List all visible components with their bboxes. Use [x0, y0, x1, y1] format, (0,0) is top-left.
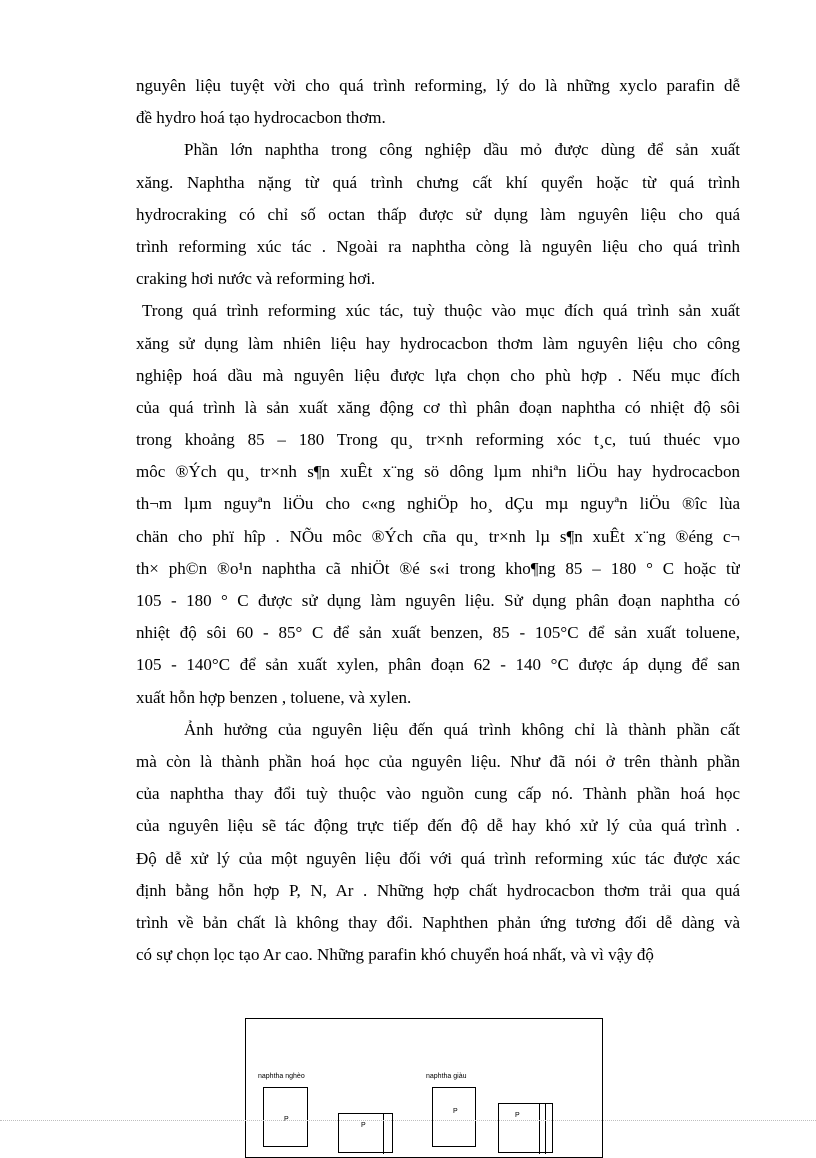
text-line: trình reforming xúc tác . Ngoài ra naphtha còng là nguyên liệu cho quá trình — [136, 236, 740, 256]
text-line: đề hydro hoá tạo hydrocacbon thơm. — [136, 108, 386, 128]
figure-bar-lean-2 — [338, 1113, 393, 1153]
figure-bar-rich — [432, 1087, 476, 1147]
text-line: xăng. Naphtha nặng từ quá trình chưng cất khí quyển hoặc từ quá trình — [136, 172, 740, 192]
text-line: Trong quá trình reforming xúc tác, tuỳ thuộc vào mục đích quá trình sản xuất — [142, 301, 740, 321]
composition-figure — [245, 1018, 603, 1158]
text-line: 105 - 180 ° C được sử dụng làm nguyên liệu. Sử dụng phân đoạn naphtha có — [136, 591, 740, 610]
text-line: Phần lớn naphtha trong công nghiệp dầu mỏ được dùng để sản xuất — [184, 140, 740, 160]
figure-bar-lean-label: P — [284, 1116, 289, 1123]
text-line: mà còn là thành phần hoá học của nguyên liệu. Như đã nói ở trên thành phần — [136, 751, 740, 771]
figure-bar-rich-2 — [498, 1103, 553, 1153]
text-line: th¬m lµm nguyªn liÖu cho c«ng nghiÖp ho¸ dÇu mµ nguyªn liÖu ®îc lùa — [136, 494, 740, 514]
text-line: môc ®Ých qu¸ tr×nh s¶n xuÊt x¨ng sö dông lµm nhiªn liÖu hay hydrocacbon — [136, 462, 740, 482]
page-edge-divider — [0, 1120, 816, 1121]
figure-bar-lean-2-label: P — [361, 1122, 366, 1129]
text-line: chän cho phï hîp . NÕu môc ®Ých cña qu¸ tr×nh lµ s¶n xuÊt x¨ng ®éng c¬ — [136, 526, 740, 546]
text-line: th× ph©n ®o¹n naphtha cã nhiÖt ®é s«i trong kho¶ng 85 – 180 ° C hoặc từ — [136, 558, 740, 578]
text-line: Độ dễ xử lý của một nguyên liệu đối với quá trình reforming xúc tác được xác — [136, 848, 740, 868]
figure-bar-lean — [263, 1087, 308, 1147]
text-line: nhiệt độ sôi 60 - 85° C để sản xuất benzen, 85 - 105°C để sản xuất toluene, — [136, 623, 740, 643]
text-line: craking hơi nước và reforming hơi. — [136, 269, 376, 289]
text-line: trong khoảng 85 – 180 Trong qu¸ tr×nh reforming xóc t¸c, tuú thuéc vµo — [136, 430, 740, 450]
text-line: xuất hỗn hợp benzen , toluene, và xylen. — [136, 687, 412, 707]
body-text — [136, 70, 740, 971]
text-line: nghiệp hoá dầu mà nguyên liệu được lựa chọn cho phù hợp . Nếu mục đích — [136, 365, 740, 385]
text-line: xăng sử dụng làm nhiên liệu hay hydrocacbon thơm làm nguyên liệu cho công — [136, 333, 740, 353]
text-line: trình về bản chất là không thay đổi. Naphthen phản ứng tương đối dễ dàng và — [136, 912, 740, 932]
text-line: của naphtha thay đổi tuỳ thuộc vào nguồn cung cấp nó. Thành phần hoá học — [136, 784, 740, 804]
text-line: của nguyên liệu sẽ tác động trực tiếp đến độ dễ hay khó xử lý của quá trình . — [136, 816, 740, 836]
figure-label-lean-naphtha: naphtha nghèo — [258, 1073, 305, 1080]
text-line: Ảnh hưởng của nguyên liệu đến quá trình không chỉ là thành phần cất — [184, 719, 740, 739]
text-line: nguyên liệu tuyệt vời cho quá trình reforming, lý do là những xyclo parafin dễ — [136, 76, 740, 95]
text-line: 105 - 140°C để sản xuất xylen, phân đoạn 62 - 140 °C được áp dụng để san — [136, 655, 740, 675]
figure-bar-rich-label: P — [453, 1108, 458, 1115]
text-line: có sự chọn lọc tạo Ar cao. Những parafin khó chuyển hoá nhất, và vì vậy độ — [136, 945, 654, 965]
text-line: định bằng hỗn hợp P, N, Ar . Những hợp chất hydrocacbon thơm trải qua quá — [136, 880, 740, 900]
text-line: hydrocraking có chỉ số octan thấp được sử dụng làm nguyên liệu cho quá — [136, 204, 740, 224]
figure-bar-rich-2-label: P — [515, 1112, 520, 1119]
text-line: của quá trình là sản xuất xăng động cơ thì phân đoạn naphtha có nhiệt độ sôi — [136, 397, 740, 417]
figure-label-rich-naphtha: naphtha giàu — [426, 1073, 467, 1080]
